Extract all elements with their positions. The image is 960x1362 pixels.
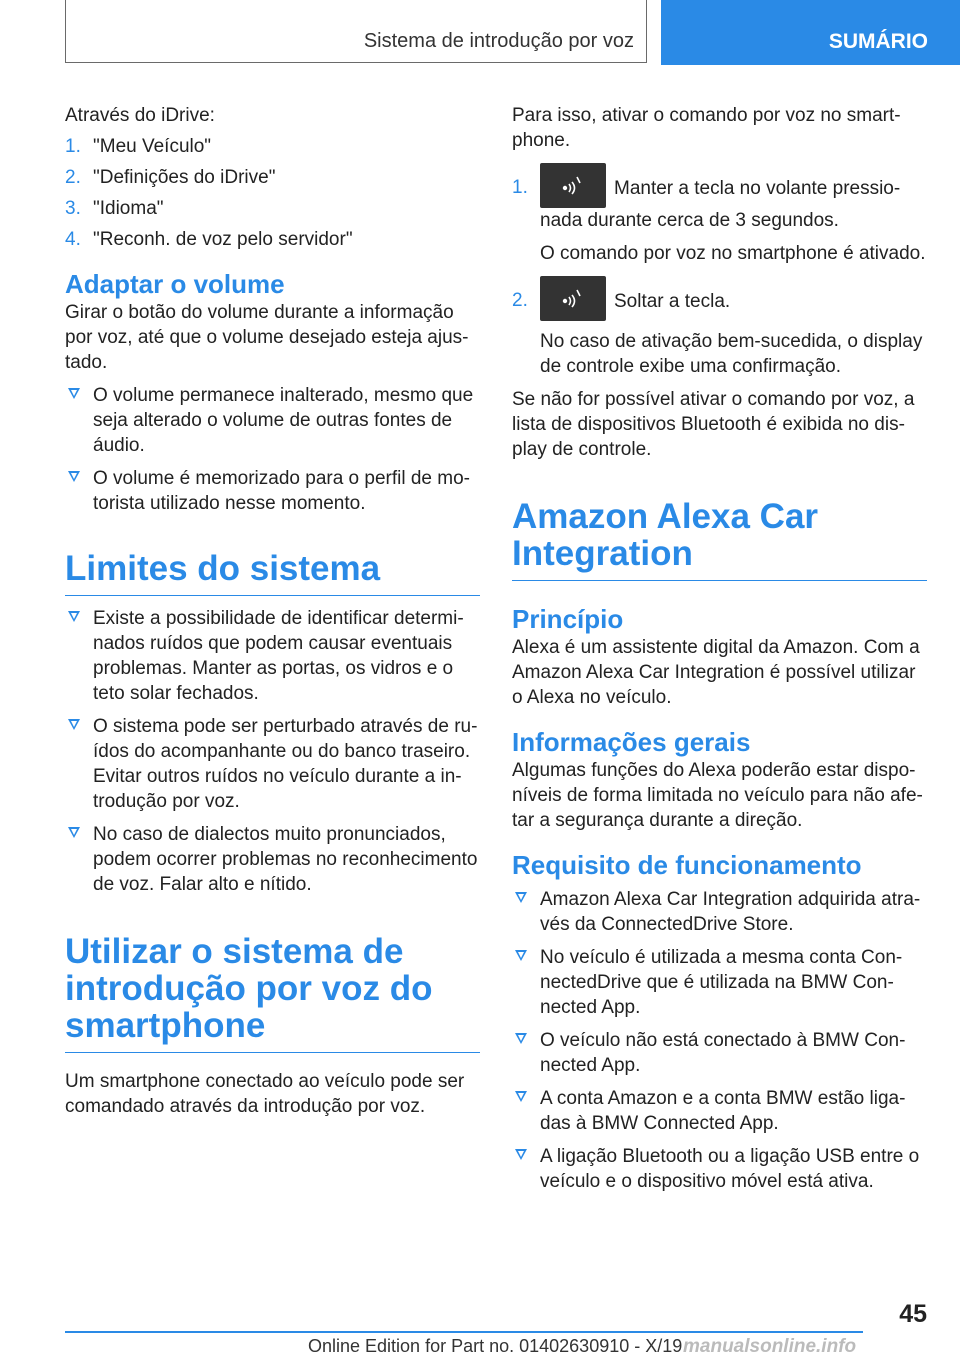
step-number: 2. (65, 167, 81, 188)
bullet-text: Amazon Alexa Car Integration adquirida através da ConnectedDrive Store. (540, 889, 921, 935)
step-text: "Idioma" (93, 198, 164, 219)
step-text: "Meu Veículo" (93, 136, 212, 157)
page-number: 45 (899, 1300, 927, 1328)
bullet-triangle-icon (68, 471, 80, 482)
voice-button-icon (540, 163, 606, 208)
bullet-triangle-icon (515, 1091, 527, 1102)
bullet-text: O sistema pode ser perturbado através de ruídos do acompanhante ou do banco traseiro. Evitar outros ruídos no veículo durante a introdução por voz. (93, 716, 478, 812)
limits-heading: Limites do sistema (65, 550, 480, 596)
voice-button-icon (540, 276, 606, 321)
list-item (512, 1086, 927, 1136)
list-item (512, 163, 927, 266)
step-text: "Definições do iDrive" (93, 167, 276, 188)
bullet-text: A conta Amazon e a conta BMW estão ligadas à BMW Connected App. (540, 1088, 906, 1134)
list-item (512, 1028, 927, 1078)
list-item (65, 822, 480, 897)
right-column (512, 103, 927, 1194)
fallback-text: Se não for possível ativar o comando por voz, a lista de dispositivos Bluetooth é exibida no display de controle. (512, 389, 915, 460)
bullet-triangle-icon (515, 1033, 527, 1044)
bullet-triangle-icon (515, 1149, 527, 1160)
bullet-triangle-icon (68, 827, 80, 838)
header-section-box (65, 0, 647, 63)
principle-heading: Princípio (512, 604, 624, 634)
alexa-heading: Amazon Alexa Car Integration (512, 498, 927, 581)
list-item (512, 1144, 927, 1194)
step-number: 1. (512, 177, 528, 198)
step-text: Manter a tecla no volante pressionada durante cerca de 3 segundos. (540, 178, 901, 231)
requirement-bullets (512, 887, 927, 1194)
list-item (65, 227, 480, 252)
bullet-text: No caso de dialectos muito pronunciados, podem ocorrer problemas no reconhecimento de voz. Falar alto e nítido. (93, 824, 478, 895)
list-item (512, 887, 927, 937)
step-text: Soltar a tecla. (614, 291, 731, 312)
footer-divider (65, 1331, 863, 1333)
volume-heading: Adaptar o volume (65, 269, 285, 299)
bullet-text: O veículo não está conectado à BMW Connected App. (540, 1030, 906, 1076)
smartphone-steps (512, 163, 927, 379)
bullet-triangle-icon (68, 388, 80, 399)
list-item (65, 134, 480, 159)
edition-text: Online Edition for Part no. 01402630910 - X/19 (308, 1336, 683, 1356)
bullet-triangle-icon (515, 950, 527, 961)
step-note: No caso de ativação bem-sucedida, o display de controle exibe uma confirmação. (540, 331, 923, 377)
idrive-intro: Através do iDrive: (65, 105, 215, 126)
bullet-text: Existe a possibilidade de identificar determinados ruídos que podem causar eventuais problemas. Manter as portas, os vidros e o teto solar fechados. (93, 608, 464, 704)
bullet-triangle-icon (515, 892, 527, 903)
limits-bullets (65, 606, 480, 897)
step-number: 3. (65, 198, 81, 219)
general-heading: Informações gerais (512, 727, 751, 757)
general-text: Algumas funções do Alexa poderão estar disponíveis de forma limitada no veículo para não afetar a segurança durante a direção. (512, 760, 923, 831)
list-item (512, 276, 927, 379)
watermark: manualsonline.info (683, 1336, 857, 1357)
list-item (65, 165, 480, 190)
bullet-text: No veículo é utilizada a mesma conta ConnectedDrive que é utilizada na BMW Connected App. (540, 947, 903, 1018)
step-text: "Reconh. de voz pelo servidor" (93, 229, 353, 250)
bullet-text: O volume é memorizado para o perfil de motorista utilizado nesse momento. (93, 468, 470, 514)
step-number: 4. (65, 229, 81, 250)
contents-tab[interactable]: SUMÁRIO (661, 0, 960, 65)
requirement-heading: Requisito de funcionamento (512, 850, 862, 880)
list-item (65, 383, 480, 458)
step-number: 2. (512, 290, 528, 311)
volume-bullets (65, 383, 480, 516)
list-item (65, 714, 480, 814)
list-item (65, 606, 480, 706)
bullet-triangle-icon (68, 719, 80, 730)
bullet-text: O volume permanece inalterado, mesmo que seja alterado o volume de outras fontes de áudio. (93, 385, 474, 456)
left-column (65, 103, 480, 1119)
smartphone-text: Um smartphone conectado ao veículo pode ser comandado através da introdução por voz. (65, 1071, 465, 1117)
step-note: O comando por voz no smartphone é ativado. (540, 243, 926, 264)
idrive-steps (65, 134, 480, 252)
bullet-text: A ligação Bluetooth ou a ligação USB entre o veículo e o dispositivo móvel está ativa. (540, 1146, 920, 1192)
list-item (65, 196, 480, 221)
list-item (512, 945, 927, 1020)
step-number: 1. (65, 136, 81, 157)
smartphone-heading: Utilizar o sistema de introdução por voz do smartphone (65, 933, 480, 1053)
smartphone-intro: Para isso, ativar o comando por voz no smartphone. (512, 105, 901, 151)
list-item (65, 466, 480, 516)
volume-text: Girar o botão do volume durante a informação por voz, até que o volume desejado esteja ajustado. (65, 302, 469, 373)
header-section-title: Sistema de introdução por voz (363, 30, 634, 52)
bullet-triangle-icon (68, 611, 80, 622)
principle-text: Alexa é um assistente digital da Amazon. Com a Amazon Alexa Car Integration é possível utilizar o Alexa no veículo. (512, 637, 920, 708)
